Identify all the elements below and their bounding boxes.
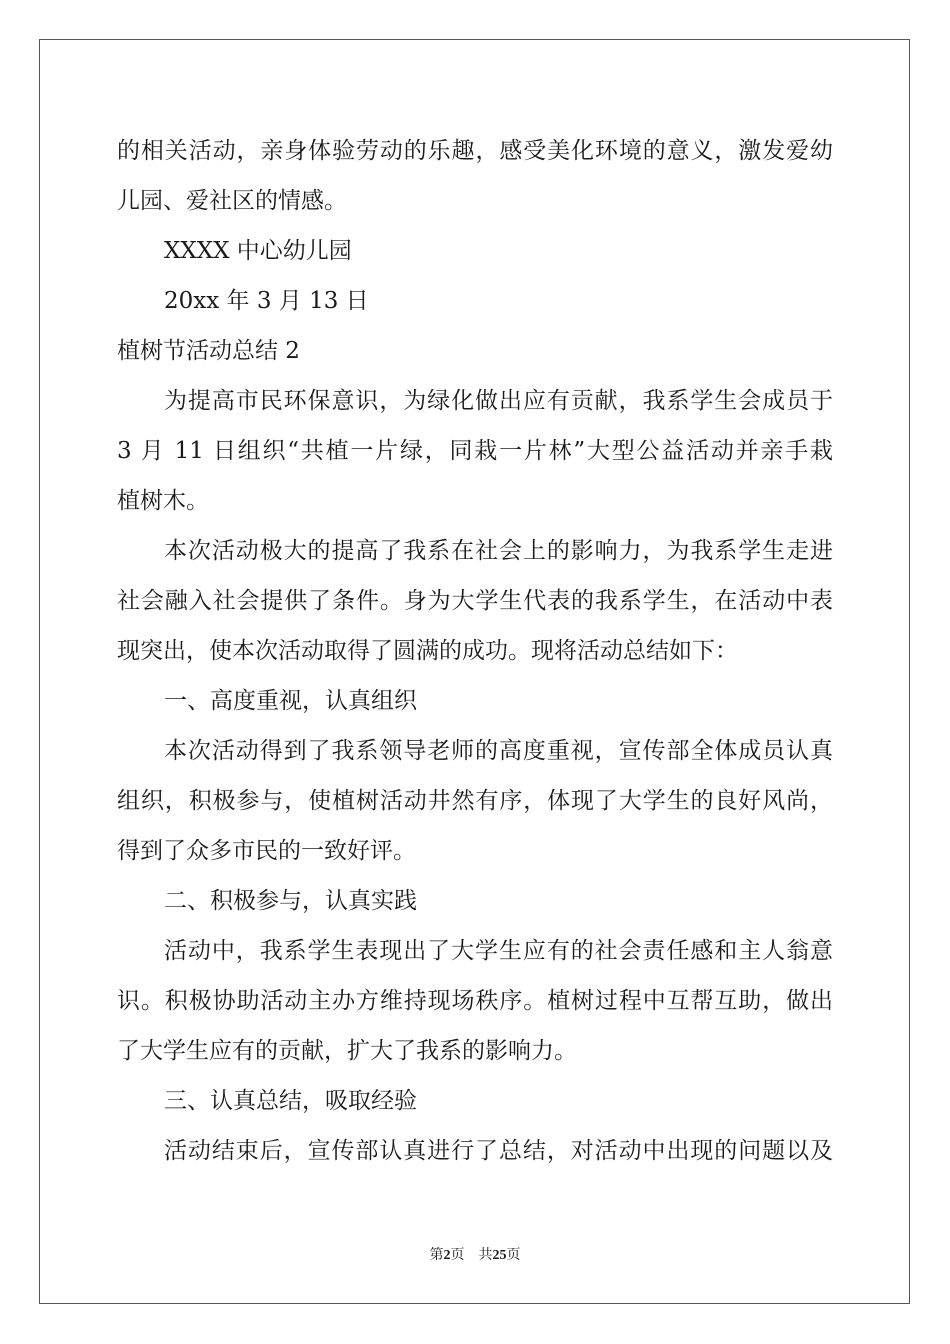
text-line: 活动中，我系学生表现出了大学生应有的社会责任感和主人翁意 [164, 938, 833, 964]
text-line: 识。积极协助活动主办方维持现场秩序。植树过程中互帮互助，做出 [117, 988, 833, 1014]
organization-signature: XXXX 中心幼儿园 [164, 238, 352, 264]
footer-total-prefix: 共 [478, 1247, 493, 1263]
text-line: 本次活动极大的提高了我系在社会上的影响力，为我系学生走进 [164, 538, 833, 564]
subheading-1: 一、高度重视，认真组织 [164, 688, 417, 714]
text-line: 植树木。 [117, 488, 209, 514]
subheading-3: 三、认真总结，吸取经验 [164, 1088, 417, 1114]
text-line: 组织，积极参与，使植树活动井然有序，体现了大学生的良好风尚， [117, 788, 833, 814]
footer-page-suffix: 页 [450, 1247, 465, 1263]
text-line: 社会融入社会提供了条件。身为大学生代表的我系学生，在活动中表 [117, 588, 833, 614]
page-footer [0, 1244, 950, 1264]
text-line: 本次活动得到了我系领导老师的高度重视，宣传部全体成员认真 [164, 738, 833, 764]
footer-total-number: 25 [492, 1248, 507, 1263]
footer-page-prefix: 第 [429, 1247, 444, 1263]
section-title: 植树节活动总结 2 [117, 338, 300, 364]
body-text [117, 126, 833, 1176]
footer-page-number: 2 [443, 1248, 451, 1263]
text-line: 现突出，使本次活动取得了圆满的成功。现将活动总结如下： [117, 638, 738, 664]
text-line: 了大学生应有的贡献，扩大了我系的影响力。 [117, 1038, 577, 1064]
footer-total-suffix: 页 [506, 1247, 521, 1263]
text-line: 儿园、爱社区的情感。 [117, 188, 347, 214]
signature-date: 20xx 年 3 月 13 日 [164, 288, 369, 314]
text-line: 3 月 11 日组织“共植一片绿，同栽一片林”大型公益活动并亲手栽 [117, 438, 833, 464]
text-line: 活动结束后，宣传部认真进行了总结，对活动中出现的问题以及 [164, 1138, 833, 1164]
text-line: 的相关活动，亲身体验劳动的乐趣，感受美化环境的意义，激发爱幼 [117, 138, 833, 164]
subheading-2: 二、积极参与，认真实践 [164, 888, 417, 914]
text-line: 得到了众多市民的一致好评。 [117, 838, 416, 864]
text-line: 为提高市民环保意识，为绿化做出应有贡献，我系学生会成员于 [164, 388, 833, 414]
